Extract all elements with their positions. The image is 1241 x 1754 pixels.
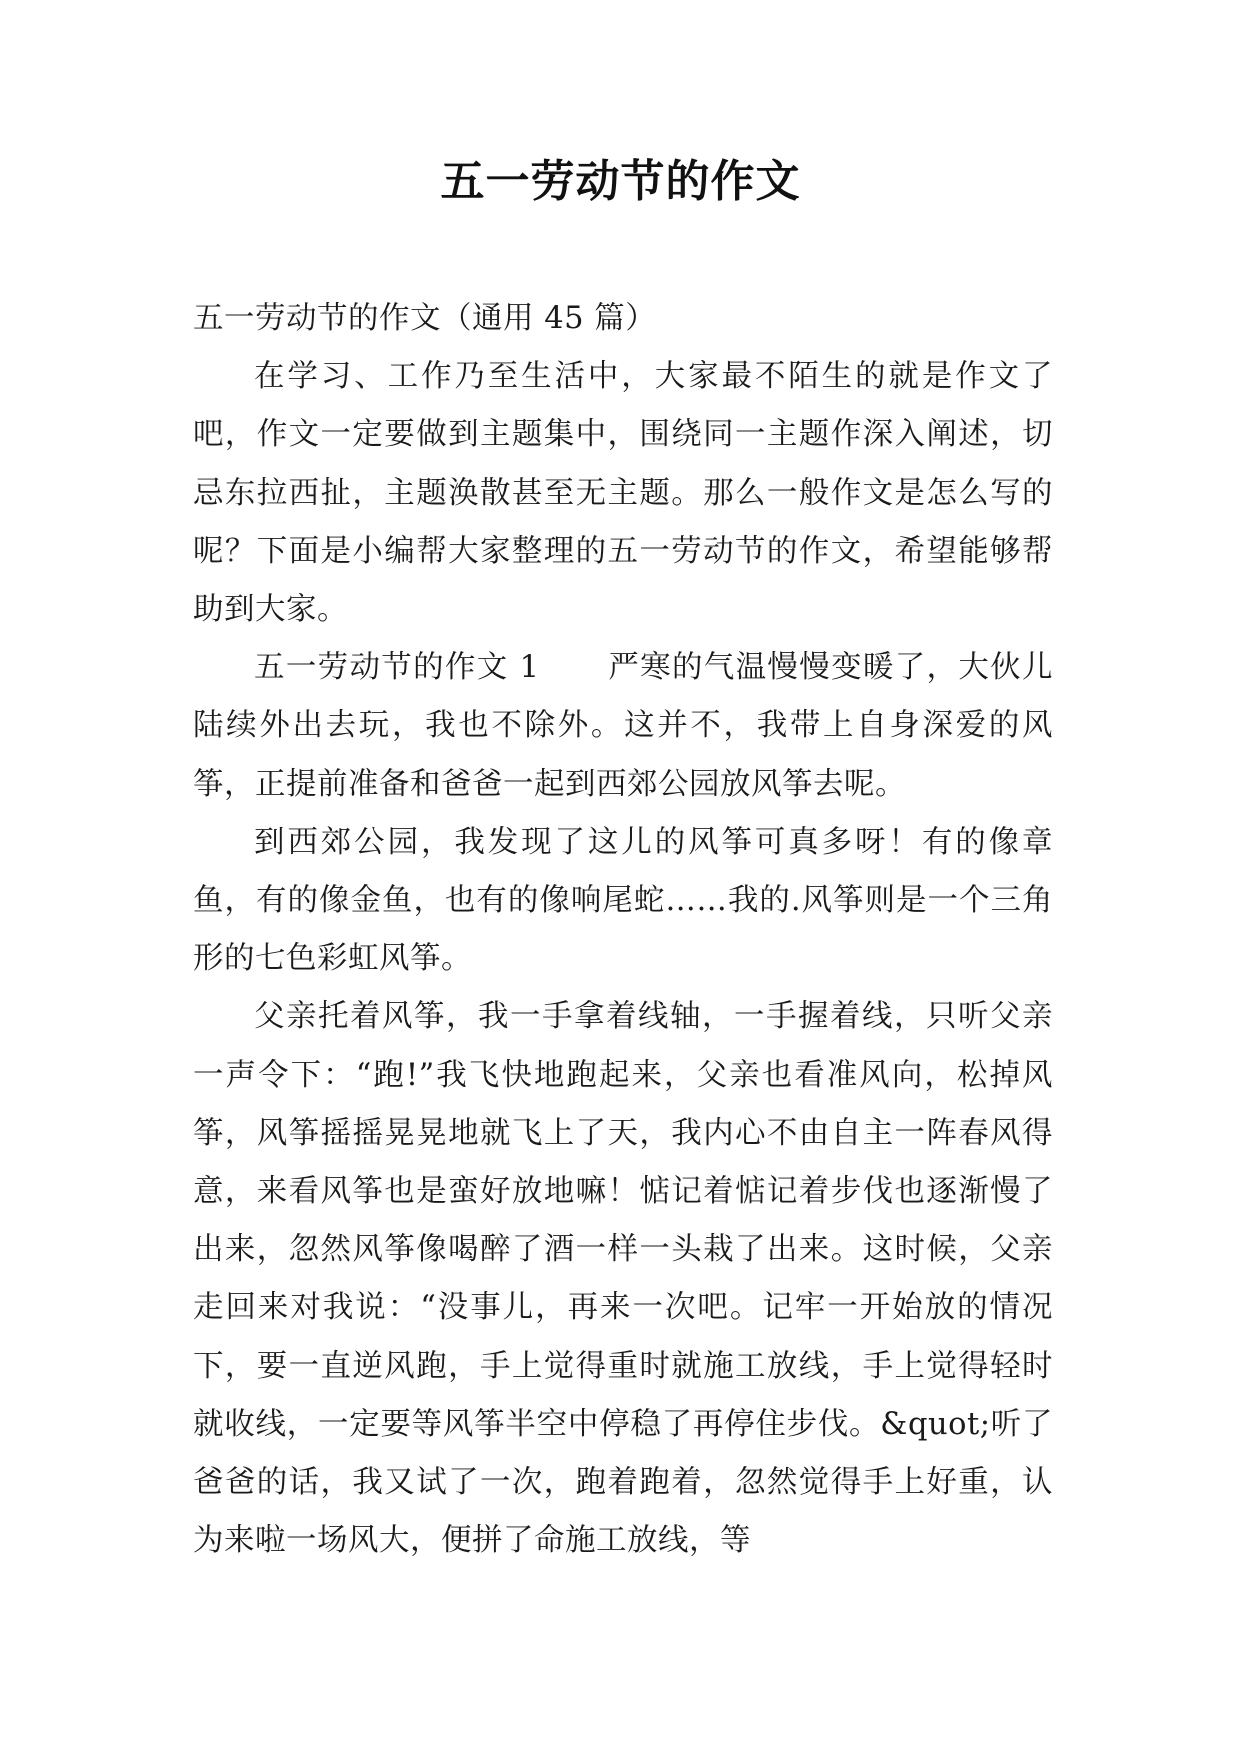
essay-1-first-paragraph [193, 639, 1053, 814]
document-subtitle: 五一劳动节的作文（通用 45 篇） [193, 301, 657, 336]
essay-1-paragraph-2: 到西郊公园，我发现了这儿的风筝可真多呀！有的像章鱼，有的像金鱼，也有的像响尾蛇……我的.风筝则是一个三角形的七色彩虹风筝。 [193, 824, 1053, 977]
essay-1-paragraph-3: 父亲托着风筝，我一手拿着线轴，一手握着线，只听父亲一声令下：“跑!”我飞快地跑起来，父亲也看准风向，松掉风筝，风筝摇摇晃晃地就飞上了天，我内心不由自主一阵春风得意，来看风筝也是蛮好放地嘛！惦记着惦记着步伐也逐渐慢了出来，忽然风筝像喝醉了酒一样一头栽了出来。这时候，父亲走回来对我说：“没事儿，再来一次吧。记牢一开始放的情况下，要一直逆风跑，手上觉得重时就施工放线，手上觉得轻时就收线，一定要等风筝半空中停稳了再停住步伐。&quot;听了爸爸的话，我又试了一次，跑着跑着，忽然觉得手上好重，认为来啦一场风大，便拼了命施工放线，等 [193, 999, 1053, 1559]
document-body [193, 290, 1053, 1570]
document-title: 五一劳动节的作文 [440, 156, 801, 207]
intro-paragraph: 在学习、工作乃至生活中，大家最不陌生的就是作文了吧，作文一定要做到主题集中，围绕同一主题作深入阐述，切忌东拉西扯，主题涣散甚至无主题。那么一般作文是怎么写的呢？下面是小编帮大家整理的五一劳动节的作文，希望能够帮助到大家。 [193, 359, 1053, 628]
essay-1-heading: 五一劳动节的作文 1 [254, 650, 540, 686]
essay-1-paragraph-1-text: 严寒的气温慢慢变暖了，大伙儿陆续外出去玩，我也不除外。这并不，我带上自身深爱的风筝，正提前准备和爸爸一起到西郊公园放风筝去呢。 [193, 650, 1053, 802]
